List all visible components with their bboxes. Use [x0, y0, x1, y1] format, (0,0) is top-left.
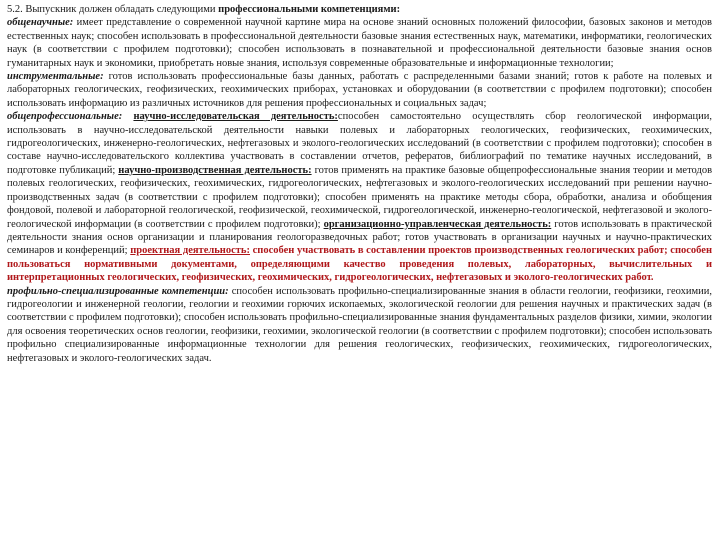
- general-scientific-label: общенаучные:: [7, 17, 74, 29]
- heading-bold-text: профессиональными компетенциями:: [218, 4, 401, 15]
- general-professional-label: общепрофессиональные:: [7, 111, 123, 123]
- research-activity-label: научно-исследовательская деятельность:: [133, 111, 338, 123]
- profile-specialized-paragraph: [7, 285, 712, 365]
- general-professional-paragraph: [7, 110, 712, 284]
- organizational-activity-label: организационно-управленческая деятельность:: [323, 218, 552, 230]
- research-activity-text: способен самостоятельно осуществлять сбор геологической информации, использовать в научно-исследовательской деятельности навыки полевых и лабораторных геологических, геофизических, геохимических, гидрогеологических, инженерно-геологических, нефтегазовых и эколого-геологических исследований (в соответствии с профилем подготовки); способен в составе научно-исследовательского коллектива участвовать в составлении отчетов, рефератов, библиографий по тематике научных исследований, в подготовке публикаций;: [7, 111, 712, 176]
- organizational-activity-text: готов использовать в практической деятельности знания основ организации и планирования геологоразведочных работ; готов участвовать в организации научных и научно-практических семинаров и конференций;: [7, 218, 713, 257]
- production-activity-label: научно-производственная деятельность:: [118, 164, 312, 176]
- general-scientific-paragraph: [7, 16, 712, 70]
- instrumental-text: готов использовать профессиональные базы данных, работать с распределенными базами знаний; готов к работе на полевых и лабораторных геологических, геофизических, геохимических приборах, установках и оборудовании (в соответствии с профилем подготовки); способен использовать информацию из различных источников для решения профессиональных и социальных задач;: [7, 71, 712, 109]
- section-heading: [7, 3, 712, 16]
- profile-specialized-label: профильно-специализированные компетенции:: [7, 285, 229, 297]
- instrumental-label: инструментальные:: [7, 71, 104, 83]
- project-activity-text: способен участвовать в составлении проектов производственных геологических работ; способен пользоваться нормативными документами, определяющими качество проведения полевых, лабораторных, вычислительных и интерпретационных геологических, геофизических, геохимических, гидрогеологических, нефтегазовых и эколого-геологических работ.: [7, 245, 712, 284]
- heading-text: 5.2. Выпускник должен обладать следующими: [7, 4, 216, 15]
- general-scientific-text: имеет представление о современной научной картине мира на основе знаний основных положений философии, базовых законов и методов естественных наук; способен использовать в профессиональной деятельности базовые знания естественных наук, математики, информатики, геологических наук (в соответствии с профилем подготовки); способен использовать в познавательной и профессиональной деятельности базовые знания основ гуманитарных наук и экономики, приобретать новые знания, используя современные образовательные и информационные технологии;: [7, 17, 713, 69]
- profile-specialized-text: способен использовать профильно-специализированные знания в области геологии, геофизики, геохимии, гидрогеологии и инженерной геологии, геологии и геохимии горючих ископаемых, экологической геологии для решения научных и практических задач (в соответствии с профилем подготовки); способен использовать профильно-специализированные знания фундаментальных разделов физики, химии, экологии для освоения теоретических основ геологии, геофизики, геохимии, экологической геологии (в соответствии с профилем подготовки); способен использовать профильно специализированные информационные технологии для решения геологических, геофизических, геохимических, гидрогеологических, нефтегазовых и эколого-геологических задач.: [7, 285, 713, 364]
- project-activity-label: проектная деятельность:: [130, 245, 250, 257]
- instrumental-paragraph: [7, 70, 712, 110]
- production-activity-text: готов применять на практике базовые общепрофессиональные знания теории и методов полевых геологических, геофизических, геохимических, гидрогеологических, нефтегазовых и эколого-геологических исследований при решении научно-производственных задач (в соответствии с профилем подготовки); способен применять на практике методы сбора, обработки, анализа и обобщения фондовой, полевой и лабораторной геологической, геофизической, геохимической, гидрогеологической, инженерно-геологической, нефтегазовой и эколого-геологической информации (в соответствии с профилем подготовки);: [7, 164, 713, 230]
